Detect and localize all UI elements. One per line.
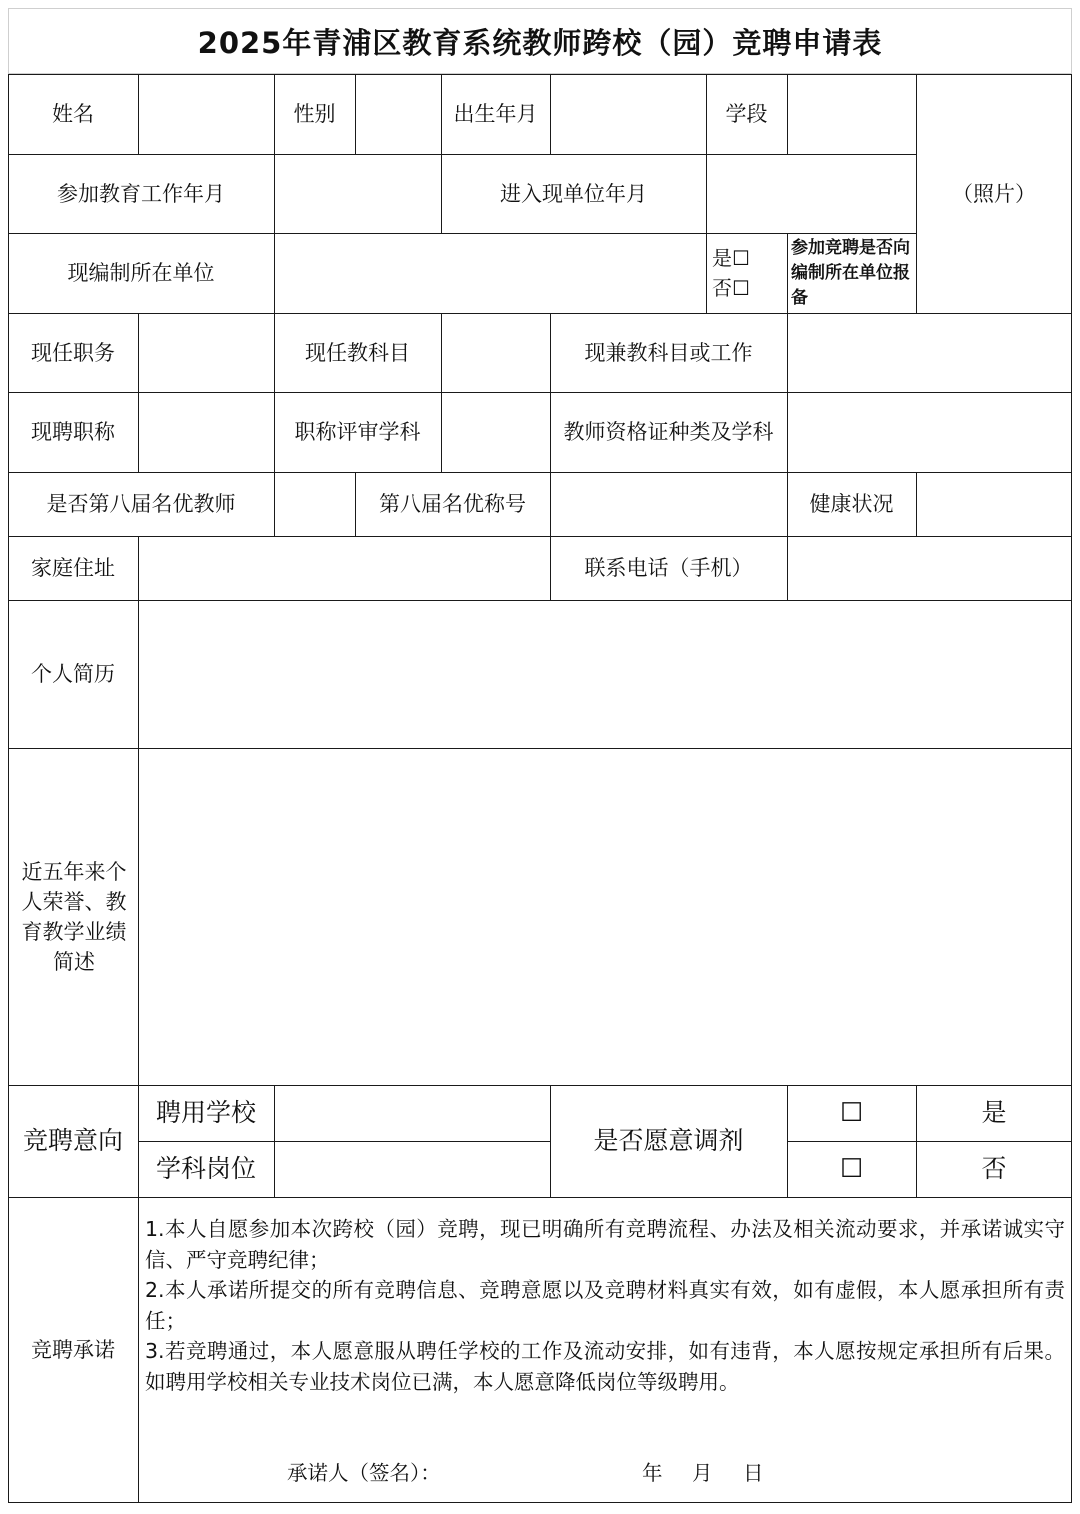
join-unit-date-field[interactable] <box>707 155 916 233</box>
current-unit-label: 现编制所在单位 <box>67 261 215 285</box>
adjust-yes-checkbox[interactable]: ☐ <box>839 1098 864 1128</box>
honors-field[interactable] <box>139 749 1071 1085</box>
adjust-no-checkbox[interactable]: ☐ <box>839 1154 864 1184</box>
adjust-yes-label: 是 <box>981 1098 1007 1127</box>
address-field[interactable] <box>139 537 550 600</box>
title-subject-field[interactable] <box>442 393 550 472</box>
phone-field[interactable] <box>788 537 1071 600</box>
edu-work-date-label: 参加教育工作年月 <box>57 181 225 206</box>
promise-label: 竞聘承诺 <box>31 1337 115 1362</box>
month-label: 月 <box>692 1461 713 1485</box>
join-unit-date-label: 进入现单位年月 <box>500 181 647 206</box>
other-subject-field[interactable] <box>788 314 1071 392</box>
name-field[interactable] <box>139 75 274 154</box>
gender-label: 性别 <box>293 102 336 126</box>
report-yes-checkbox[interactable]: 是☐ <box>712 246 750 270</box>
current-post-label: 现任职务 <box>31 340 115 365</box>
title-subject-label: 职称评审学科 <box>294 420 421 444</box>
report-no-checkbox[interactable]: 否☐ <box>712 276 750 300</box>
stage-label: 学段 <box>725 102 768 126</box>
edu-work-date-field[interactable] <box>275 155 441 233</box>
signer-label: 承诺人（签名）： <box>287 1461 441 1485</box>
honors-label: 近五年来个人荣誉、教育教学业绩简述 <box>21 859 127 974</box>
name-label: 姓名 <box>52 102 94 126</box>
current-title-field[interactable] <box>139 393 274 472</box>
report-checkboxes[interactable] <box>706 233 787 313</box>
adjust-no-label: 否 <box>981 1154 1007 1183</box>
stage-field[interactable] <box>788 75 916 154</box>
gender-field[interactable] <box>356 75 441 154</box>
excellent-title-label: 第八届名优称号 <box>379 492 526 516</box>
excellent-title-field[interactable] <box>551 473 787 536</box>
form-title: 2025年青浦区教育系统教师跨校（园）竞聘申请表 <box>8 8 1072 74</box>
promise-text <box>139 1198 1071 1428</box>
excellent-teacher-field[interactable] <box>275 473 355 536</box>
intention-label: 竞聘意向 <box>22 1126 123 1155</box>
school-label: 聘用学校 <box>155 1098 256 1127</box>
current-unit-field[interactable] <box>275 234 706 313</box>
post-label: 学科岗位 <box>155 1154 256 1183</box>
qualification-label: 教师资格证种类及学科 <box>563 420 774 444</box>
birth-label: 出生年月 <box>453 102 538 126</box>
post-field[interactable] <box>275 1142 550 1197</box>
health-label: 健康状况 <box>809 492 894 516</box>
excellent-teacher-label: 是否第八届名优教师 <box>46 492 236 516</box>
promise-item-2: 2.本人承诺所提交的所有竞聘信息、竞聘意愿以及竞聘材料真实有效，如有虚假，本人愿承担所有责任； <box>145 1278 1065 1333</box>
phone-label: 联系电话（手机） <box>584 556 753 580</box>
photo-area[interactable]: （照片） <box>952 181 1036 206</box>
current-post-field[interactable] <box>139 314 274 392</box>
report-note-label: 参加竞聘是否向编制所在单位报备 <box>791 237 910 308</box>
promise-item-3: 3.若竞聘通过，本人愿意服从聘任学校的工作及流动安排，如有违背，本人愿按规定承担所有后果。如聘用学校相关专业技术岗位已满，本人愿意降低岗位等级聘用。 <box>145 1339 1065 1394</box>
address-label: 家庭住址 <box>31 556 115 580</box>
current-title-label: 现聘职称 <box>31 420 115 444</box>
resume-field[interactable] <box>139 601 1071 748</box>
current-subject-field[interactable] <box>442 314 550 392</box>
adjust-label: 是否愿意调剂 <box>593 1126 744 1155</box>
qualification-field[interactable] <box>788 393 1071 472</box>
promise-item-1: 1.本人自愿参加本次跨校（园）竞聘，现已明确所有竞聘流程、办法及相关流动要求，并承诺诚实守信、严守竞聘纪律； <box>145 1217 1065 1272</box>
birth-field[interactable] <box>551 75 706 154</box>
other-subject-label: 现兼教科目或工作 <box>584 340 753 365</box>
current-subject-label: 现任教科目 <box>305 340 410 365</box>
day-label: 日 <box>743 1461 764 1485</box>
school-field[interactable] <box>275 1086 550 1141</box>
year-label: 年 <box>642 1461 663 1485</box>
resume-label: 个人简历 <box>31 662 115 686</box>
health-field[interactable] <box>917 473 1071 536</box>
signature-field[interactable] <box>462 1452 632 1492</box>
